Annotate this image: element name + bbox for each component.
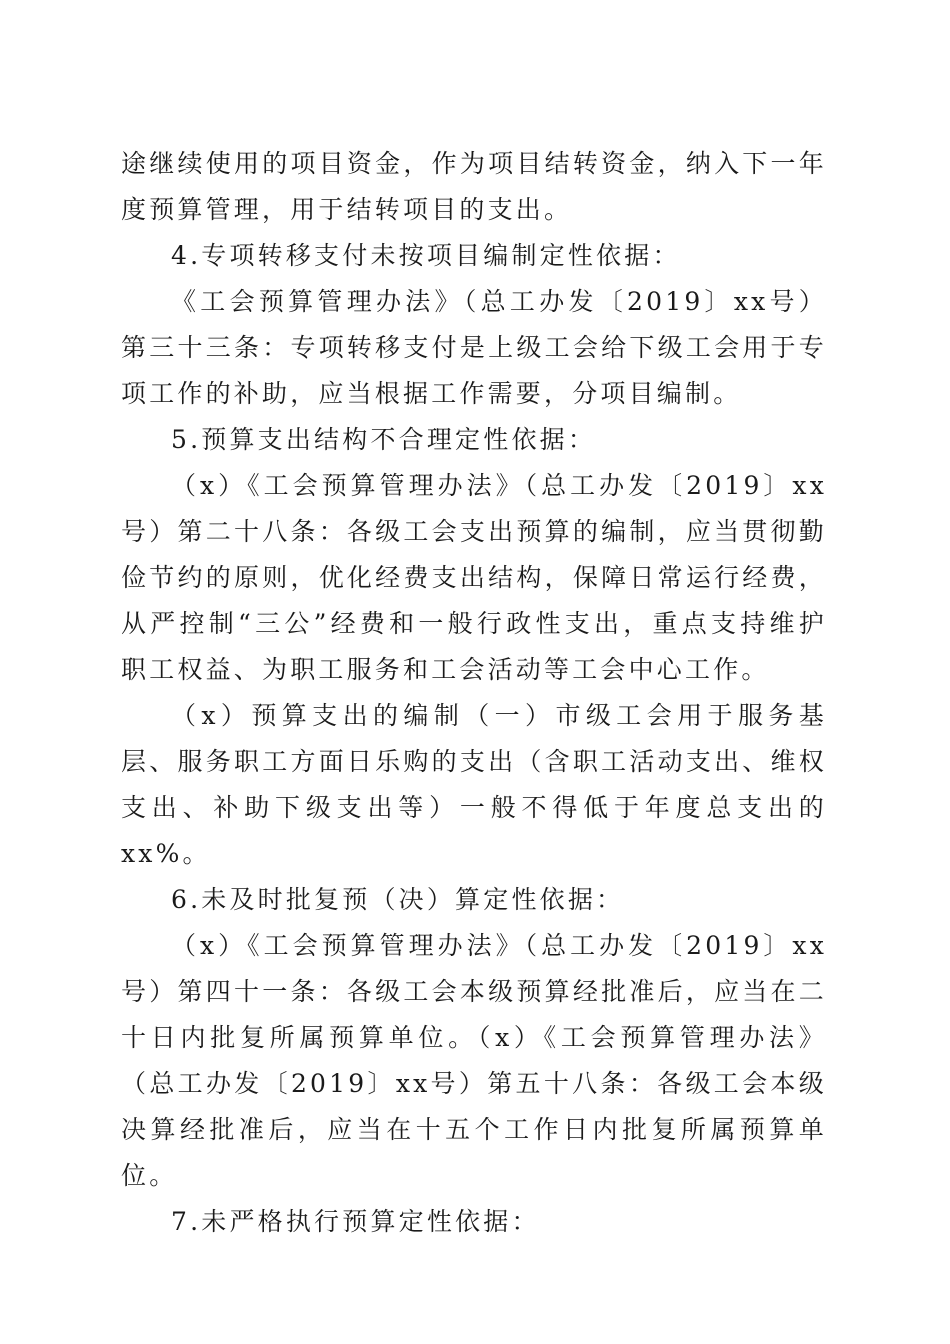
paragraph-expenditure-ratio: （x）预算支出的编制（一）市级工会用于服务基层、服务职工方面日乐购的支出（含职工活动支出、维权支出、补助下级支出等）一般不得低于年度总支出的xx%。 [121, 701, 827, 868]
paragraph-continuation: 途继续使用的项目资金，作为项目结转资金，纳入下一年度预算管理，用于结转项目的支出。 [121, 149, 827, 224]
paragraph-article-28: （x）《工会预算管理办法》（总工办发〔2019〕xx号）第二十八条：各级工会支出预算的编制，应当贯彻勤俭节约的原则，优化经费支出结构，保障日常运行经费，从严控制“三公”经费和一般行政性支出，重点支持维护职工权益、为职工服务和工会活动等工会中心工作。 [121, 471, 827, 684]
section-heading-5: 5.预算支出结构不合理定性依据： [171, 425, 597, 454]
paragraph-article-33: 《工会预算管理办法》（总工办发〔2019〕xx号）第三十三条：专项转移支付是上级工会给下级工会用于专项工作的补助，应当根据工作需要，分项目编制。 [121, 287, 827, 408]
document-body [121, 141, 827, 1245]
paragraph-articles-41-58: （x）《工会预算管理办法》（总工办发〔2019〕xx号）第四十一条：各级工会本级预算经批准后，应当在二十日内批复所属预算单位。（x）《工会预算管理办法》（总工办发〔2019〕xx号）第五十八条：各级工会本级决算经批准后，应当在十五个工作日内批复所属预算单位。 [121, 931, 827, 1190]
section-heading-7: 7.未严格执行预算定性依据： [171, 1207, 540, 1236]
section-heading-6: 6.未及时批复预（决）算定性依据： [171, 885, 625, 914]
section-heading-4: 4.专项转移支付未按项目编制定性依据： [171, 241, 681, 270]
